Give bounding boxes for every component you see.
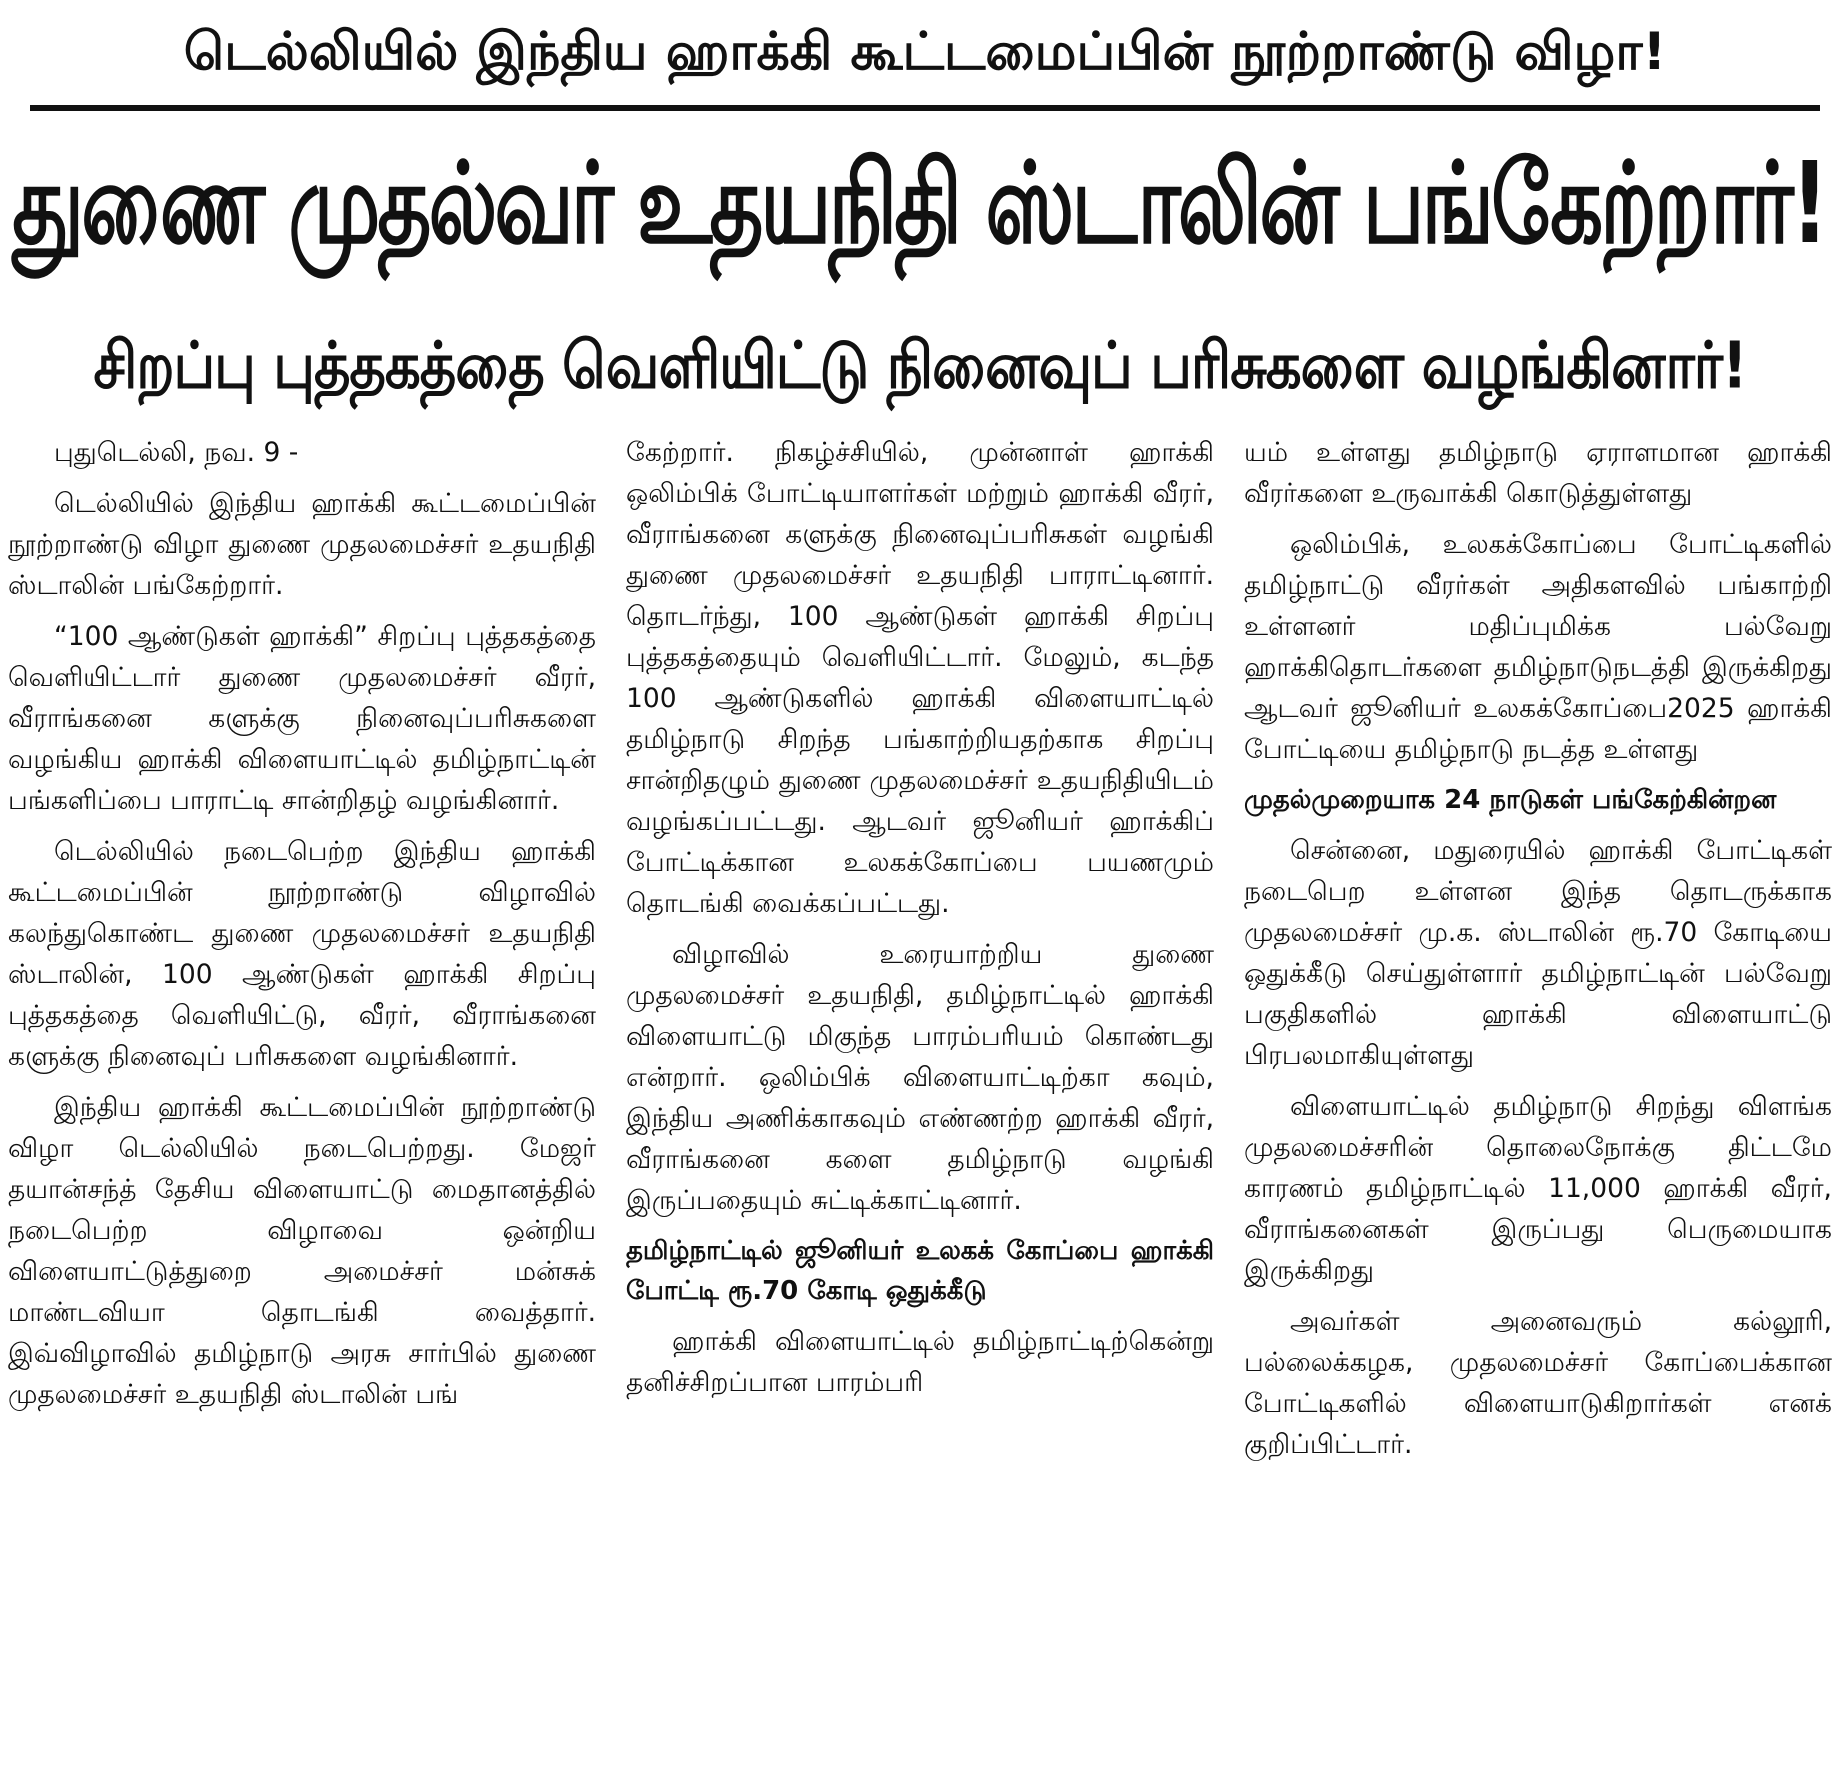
paragraph: கேற்றார். நிகழ்ச்சியில், முன்னாள் ஹாக்கி ஒலிம்பிக் போட்டியாளர்கள் மற்றும் ஹாக்கி வீரர், வீராங்கனை களுக்கு நினைவுப்பரிசுகள் வழங்கி துணை முதலமைச்சர் உதயநிதி பாராட்டினார். தொடர்ந்து, 100 ஆண்டுகள் ஹாக்கி சிறப்பு புத்தகத்தையும் வெளியிட்டார். மேலும், கடந்த 100 ஆண்டுகளில் ஹாக்கி விளையாட்டில் தமிழ்நாடு சிறந்த பங்காற்றியதற்காக சிறப்பு சான்றிதழும் துணை முதலமைச்சர் உதயநிதியிடம் வழங்கப்பட்டது. ஆடவர் ஜூனியர் ஹாக்கிப் போட்டிக்கான உலகக்கோப்பை பயணமும் தொடங்கி வைக்கப்பட்டது. (626, 437, 1214, 919)
paragraph: யம் உள்ளது தமிழ்நாடு ஏராளமான ஹாக்கி வீரர்களை உருவாக்கி கொடுத்துள்ளது (1244, 437, 1832, 509)
section-subheading: தமிழ்நாட்டில் ஜூனியர் உலகக் கோப்பை ஹாக்கி போட்டி ரூ.70 கோடி ஒதுக்கீடு (626, 1236, 1214, 1306)
paragraph: டெல்லியில் இந்திய ஹாக்கி கூட்டமைப்பின் நூற்றாண்டு விழா துணை முதலமைச்சர் உதயநிதி ஸ்டாலின் பங்கேற்றார். (8, 488, 596, 601)
article-column-2 (626, 432, 1214, 1782)
paragraph: “100 ஆண்டுகள் ஹாக்கி” சிறப்பு புத்தகத்தை வெளியிட்டார் துணை முதலமைச்சர் வீரர், வீராங்கனை களுக்கு நினைவுப்பரிசுகளை வழங்கிய ஹாக்கி விளையாட்டில் தமிழ்நாட்டின் பங்களிப்பை பாராட்டி சான்றிதழ் வழங்கினார். (8, 621, 596, 816)
paragraph: ஹாக்கி விளையாட்டில் தமிழ்நாட்டிற்கென்று தனிச்சிறப்பான பாரம்பரி (626, 1326, 1214, 1398)
paragraph: விழாவில் உரையாற்றிய துணை முதலமைச்சர் உதயநிதி, தமிழ்நாட்டில் ஹாக்கி விளையாட்டு மிகுந்த பாரம்பரியம் கொண்டது என்றார். ஒலிம்பிக் விளையாட்டிற்கா கவும், இந்திய அணிக்காகவும் எண்ணற்ற ஹாக்கி வீரர், வீராங்கனை களை தமிழ்நாடு வழங்கி இருப்பதையும் சுட்டிக்காட்டினார். (626, 939, 1214, 1216)
paragraph: ஒலிம்பிக், உலகக்கோப்பை போட்டிகளில் தமிழ்நாட்டு வீரர்கள் அதிகளவில் பங்காற்றி உள்ளனர் மதிப்புமிக்க பல்வேறு ஹாக்கிதொடர்களை தமிழ்நாடுநடத்தி இருக்கிறது ஆடவர் ஜூனியர் உலகக்கோப்பை2025 ஹாக்கி போட்டியை தமிழ்நாடு நடத்த உள்ளது (1244, 529, 1832, 765)
paragraph: அவர்கள் அனைவரும் கல்லூரி, பல்லைக்கழக, முதலமைச்சர் கோப்பைக்கான போட்டிகளில் விளையாடுகிறார்கள் எனக் குறிப்பிட்டார். (1244, 1306, 1832, 1460)
paragraph: இந்திய ஹாக்கி கூட்டமைப்பின் நூற்றாண்டு விழா டெல்லியில் நடைபெற்றது. மேஜர் தயான்சந்த் தேசிய விளையாட்டு மைதானத்தில் நடைபெற்ற விழாவை ஒன்றிய விளையாட்டுத்துறை அமைச்சர் மன்சுக் மாண்டவியா தொடங்கி வைத்தார். இவ்விழாவில் தமிழ்நாடு அரசு சார்பில் துணை முதலமைச்சர் உதயநிதி ஸ்டாலின் பங் (8, 1092, 596, 1410)
main-headline: துணை முதல்வர் உதயநிதி ஸ்டாலின் பங்கேற்றார்! (12, 138, 1826, 270)
paragraph: சென்னை, மதுரையில் ஹாக்கி போட்டிகள் நடைபெற உள்ளன இந்த தொடருக்காக முதலமைச்சர் மு.க. ஸ்டாலின் ரூ.70 கோடியை ஒதுக்கீடு செய்துள்ளார் தமிழ்நாட்டின் பல்வேறு பகுதிகளில் ஹாக்கி விளையாட்டு பிரபலமாகியுள்ளது (1244, 835, 1832, 1071)
article-body (8, 432, 1832, 1782)
sub-headline: சிறப்பு புத்தகத்தை வெளியிட்டு நினைவுப் பரிசுகளை வழங்கினார்! (93, 328, 1747, 404)
section-subheading: முதல்முறையாக 24 நாடுகள் பங்கேற்கின்றன (1244, 785, 1777, 815)
article-column-3 (1244, 432, 1832, 1782)
article-column-1 (8, 432, 596, 1782)
dateline: புதுடெல்லி, நவ. 9 - (54, 437, 299, 468)
paragraph: விளையாட்டில் தமிழ்நாடு சிறந்து விளங்க முதலமைச்சரின் தொலைநோக்கு திட்டமே காரணம் தமிழ்நாட்டில் 11,000 ஹாக்கி வீரர், வீராங்கனைகள் இருப்பது பெருமையாக இருக்கிறது (1244, 1091, 1832, 1286)
paragraph: டெல்லியில் நடைபெற்ற இந்திய ஹாக்கி கூட்டமைப்பின் நூற்றாண்டு விழாவில் கலந்துகொண்ட துணை முதலமைச்சர் உதயநிதி ஸ்டாலின், 100 ஆண்டுகள் ஹாக்கி சிறப்பு புத்தகத்தை வெளியிட்டு, வீரர், வீராங்கனை களுக்கு நினைவுப் பரிசுகளை வழங்கினார். (8, 836, 596, 1072)
kicker-headline: டெல்லியில் இந்திய ஹாக்கி கூட்டமைப்பின் நூற்றாண்டு விழா! (183, 21, 1667, 82)
